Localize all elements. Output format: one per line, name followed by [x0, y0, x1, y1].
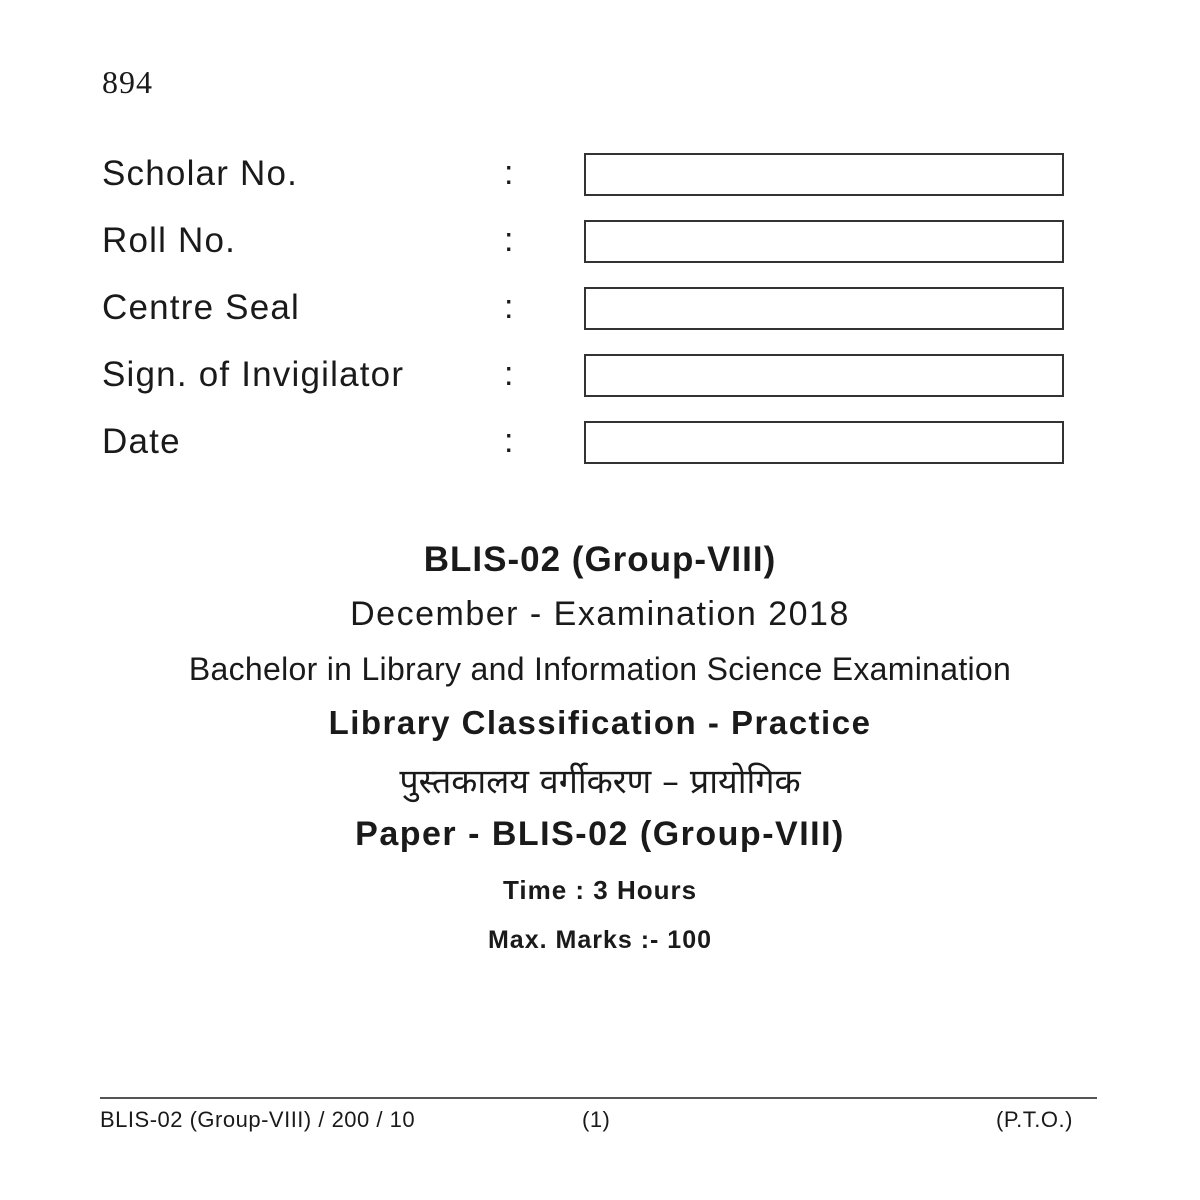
subject-title: Library Classification - Practice [328, 704, 872, 741]
exam-session: December - Examination 2018 [350, 595, 850, 633]
centre-seal-row [100, 284, 1070, 351]
page-number: (1) [582, 1107, 611, 1132]
roll-no-field[interactable] [584, 220, 1064, 263]
pto-note: (P.T.O.) [996, 1107, 1073, 1132]
footer-paper-ref: BLIS-02 (Group-VIII) / 200 / 10 [100, 1107, 416, 1132]
roll-no-row [100, 217, 1070, 284]
candidate-details-form [100, 150, 1070, 485]
centre-seal-colon: : [504, 288, 514, 326]
roll-no-label: Roll No. [102, 221, 237, 260]
invigilator-sign-field[interactable] [584, 354, 1064, 397]
paper-title: Paper - BLIS-02 (Group-VIII) [355, 815, 845, 853]
centre-seal-label: Centre Seal [102, 288, 301, 327]
scholar-no-field[interactable] [584, 153, 1064, 196]
scholar-no-label: Scholar No. [102, 154, 299, 193]
invigilator-sign-label: Sign. of Invigilator [102, 355, 405, 394]
date-row [100, 418, 1070, 485]
course-code-heading: BLIS-02 (Group-VIII) [423, 540, 777, 579]
paper-code: 894 [102, 64, 153, 100]
exam-duration: Time : 3 Hours [502, 875, 698, 905]
programme-name: Bachelor in Library and Information Science Examination [188, 651, 1012, 687]
date-colon: : [504, 422, 514, 460]
scholar-no-colon: : [504, 154, 514, 192]
centre-seal-field[interactable] [584, 287, 1064, 330]
scholar-no-row [100, 150, 1070, 217]
date-field[interactable] [584, 421, 1064, 464]
max-marks: Max. Marks :- 100 [487, 926, 713, 954]
subject-title-hindi: पुस्तकालय वर्गीकरण – प्रायोगिक [399, 762, 801, 802]
date-label: Date [102, 422, 181, 461]
invigilator-sign-colon: : [504, 355, 514, 393]
footer-divider [100, 1097, 1097, 1099]
roll-no-colon: : [504, 221, 514, 259]
invigilator-sign-row [100, 351, 1070, 418]
